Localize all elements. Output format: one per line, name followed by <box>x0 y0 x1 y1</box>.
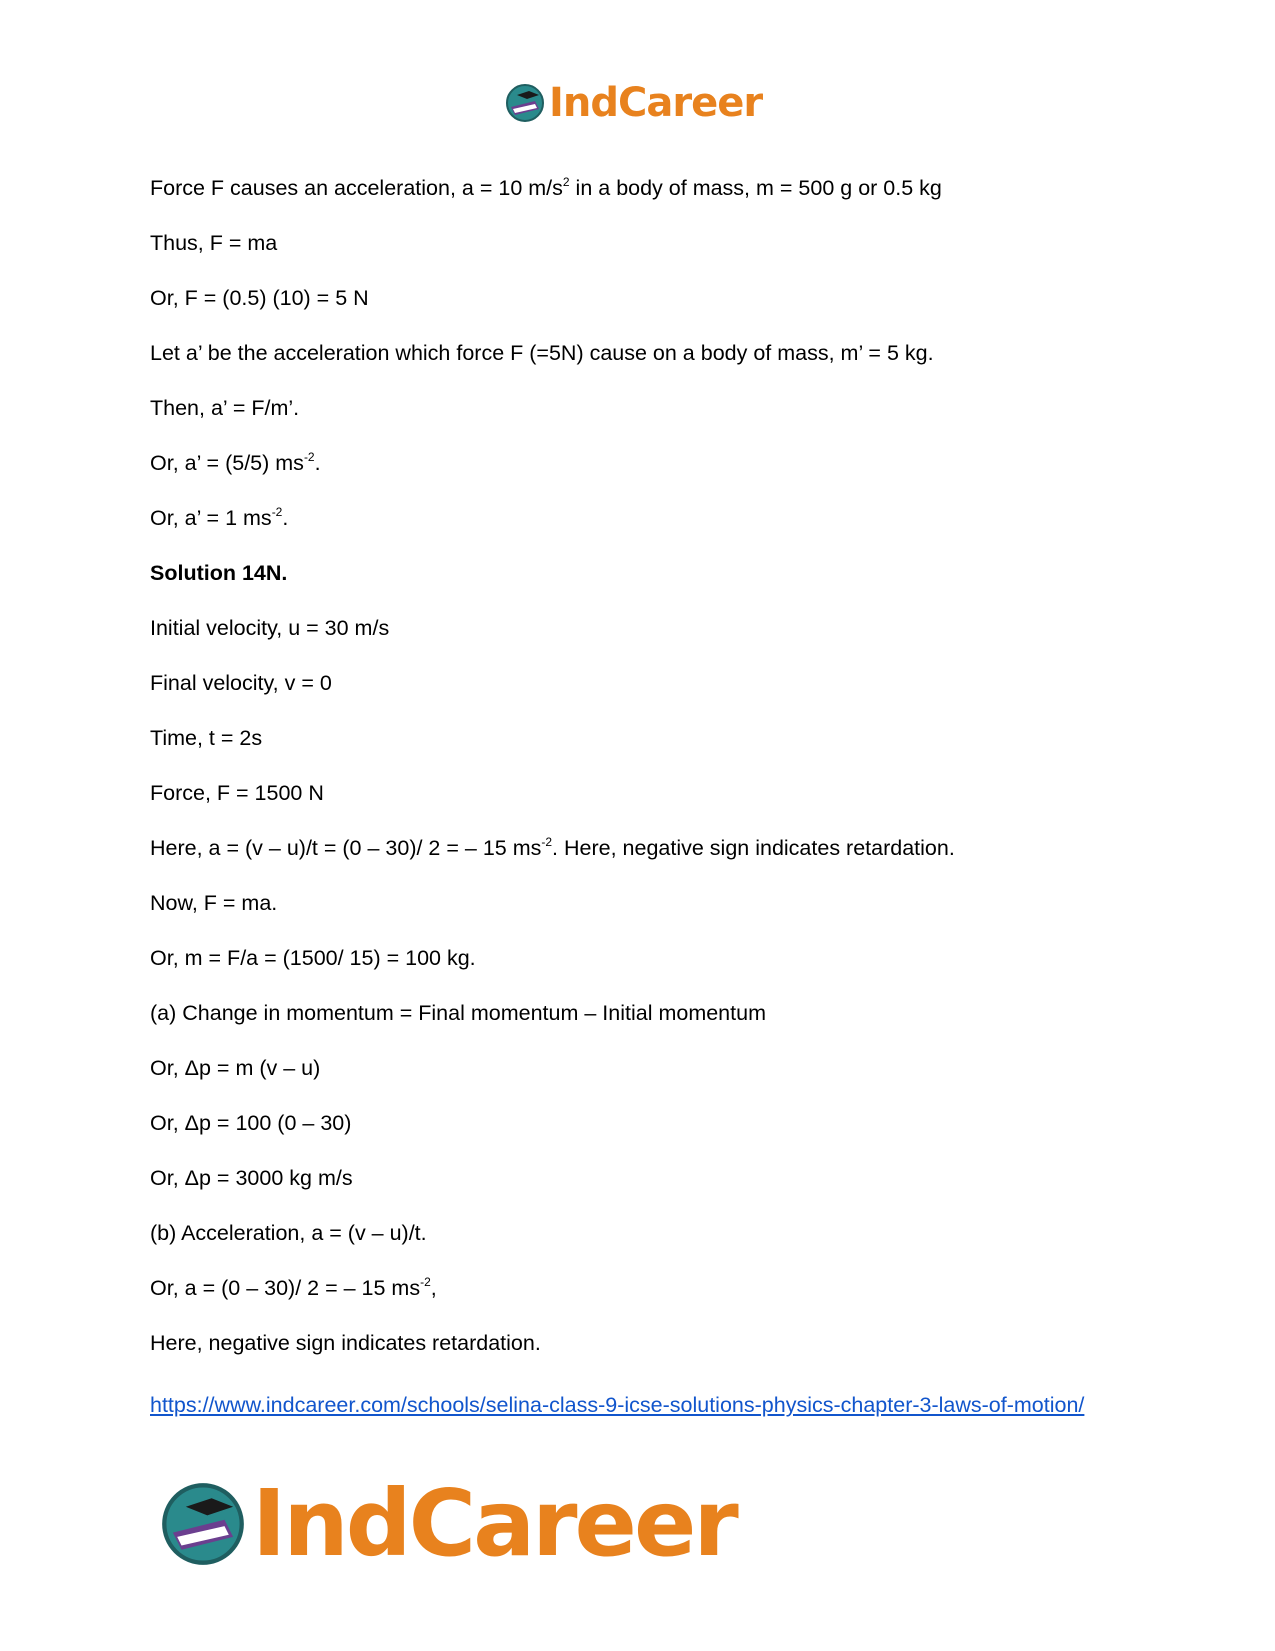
text-line-tail: in a body of mass, m = 500 g or 0.5 kg <box>569 176 942 200</box>
superscript: -2 <box>541 835 553 849</box>
header-logo <box>505 80 762 126</box>
text-line-tail: , <box>430 1276 437 1300</box>
globe-book-icon <box>505 83 545 123</box>
text-line-main: Or, F = (0.5) (10) = 5 N <box>150 286 369 310</box>
text-line-tail: . <box>282 506 289 530</box>
text-line-main: Force, F = 1500 N <box>150 781 324 805</box>
text-line-tail: . Here, negative sign indicates retardation. <box>552 836 955 860</box>
superscript: 2 <box>562 175 570 189</box>
text-line-main: Or, a’ = 1 ms <box>150 506 272 530</box>
header-logo-text: IndCareer <box>549 80 763 126</box>
text-line <box>150 613 1130 668</box>
text-line-main: (a) Change in momentum = Final momentum – Initial momentum <box>150 1001 766 1025</box>
text-line-main: Or, a’ = (5/5) ms <box>150 451 304 475</box>
text-line-main: Or, Δp = 3000 kg m/s <box>150 1166 353 1190</box>
text-line-tail: . <box>314 451 321 475</box>
solution-heading <box>150 558 1130 613</box>
text-line <box>150 778 1130 833</box>
text-line <box>150 1218 1130 1273</box>
text-line <box>150 1053 1130 1108</box>
text-line <box>150 723 1130 778</box>
text-line-main: Or, m = F/a = (1500/ 15) = 100 kg. <box>150 946 476 970</box>
text-line <box>150 1163 1130 1218</box>
text-line <box>150 1328 1130 1383</box>
text-line <box>150 943 1130 998</box>
superscript: -2 <box>420 1275 431 1289</box>
text-line <box>150 338 1130 393</box>
document-body <box>150 173 1130 1383</box>
text-line-main: Or, a = (0 – 30)/ 2 = – 15 ms <box>150 1276 421 1300</box>
text-line <box>150 283 1130 338</box>
text-line-main: Thus, F = ma <box>150 231 278 255</box>
superscript: -2 <box>271 505 283 519</box>
text-line <box>150 173 1130 228</box>
text-line-main: Let a’ be the acceleration which force F (=5N) cause on a body of mass, m’ = 5 kg. <box>150 341 934 365</box>
text-line-main: Or, Δp = 100 (0 – 30) <box>150 1111 352 1135</box>
text-line <box>150 503 1130 558</box>
text-line-main: (b) Acceleration, a = (v – u)/t. <box>150 1221 427 1245</box>
globe-book-icon <box>160 1481 246 1567</box>
text-line-main: Force F causes an acceleration, a = 10 m/s <box>150 176 563 200</box>
text-line <box>150 393 1130 448</box>
text-line-main: Here, a = (v – u)/t = (0 – 30)/ 2 = – 15 ms <box>150 836 542 860</box>
footer-logo <box>160 1470 736 1577</box>
text-line-main: Now, F = ma. <box>150 891 278 915</box>
text-line-main: Solution 14N. <box>150 561 288 585</box>
footer-logo-text: IndCareer <box>252 1470 736 1577</box>
text-line <box>150 1108 1130 1163</box>
source-link[interactable]: https://www.indcareer.com/schools/selina-class-9-icse-solutions-physics-chapter-3-laws-of-motion/ <box>150 1393 1085 1417</box>
text-line <box>150 998 1130 1053</box>
text-line <box>150 888 1130 943</box>
text-line-main: Initial velocity, u = 30 m/s <box>150 616 390 640</box>
text-line-main: Or, Δp = m (v – u) <box>150 1056 321 1080</box>
text-line <box>150 833 1130 888</box>
superscript: -2 <box>303 450 315 464</box>
text-line-main: Here, negative sign indicates retardation. <box>150 1331 541 1355</box>
text-line-main: Then, a’ = F/m’. <box>150 396 300 420</box>
text-line <box>150 1273 1130 1328</box>
text-line-main: Final velocity, v = 0 <box>150 671 332 695</box>
text-line-main: Time, t = 2s <box>150 726 263 750</box>
text-line <box>150 448 1130 503</box>
text-line <box>150 228 1130 283</box>
text-line <box>150 668 1130 723</box>
